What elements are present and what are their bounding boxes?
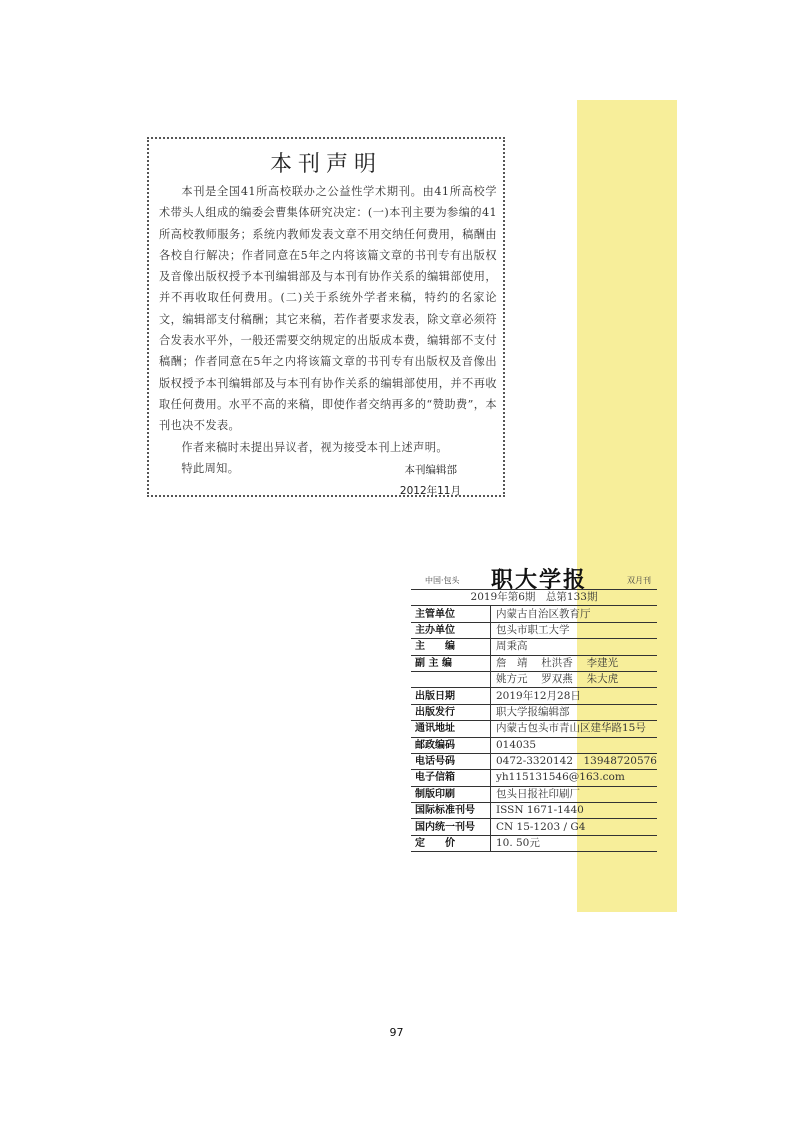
table-row [411, 737, 657, 753]
table-row [411, 770, 657, 786]
table-row [411, 622, 657, 638]
row-label: 主管单位 [411, 606, 490, 622]
issue-row [411, 590, 657, 606]
row-label: 出版发行 [411, 704, 490, 720]
row-value: CN 15-1203 / G4 [490, 819, 657, 835]
table-row [411, 704, 657, 720]
table-row [411, 753, 657, 769]
row-value: 内蒙古包头市青山区建华路15号 [490, 721, 657, 737]
row-value: ISSN 1671-1440 [490, 803, 657, 819]
row-label: 国内统一刊号 [411, 819, 490, 835]
row-value: 014035 [490, 737, 657, 753]
row-label [411, 671, 490, 687]
notice-body [159, 181, 497, 479]
table-row [411, 803, 657, 819]
table-row [411, 721, 657, 737]
table-row [411, 606, 657, 622]
row-value: yh115131546@163.com [490, 770, 657, 786]
row-label: 副 主 编 [411, 655, 490, 671]
publication-frequency: 双月刊 [627, 576, 651, 585]
row-value: 2019年12月28日 [490, 688, 657, 704]
row-value: 姚方元 罗双燕 朱大虎 [490, 671, 657, 687]
notice-signature: 本刊编辑部 [404, 464, 457, 476]
notice-title: 本刊声明 [269, 152, 382, 177]
notice-box [147, 137, 505, 497]
row-label: 制版印刷 [411, 786, 490, 802]
row-label: 主办单位 [411, 622, 490, 638]
journal-title: 职大学报 [491, 568, 588, 593]
table-row [411, 688, 657, 704]
row-label: 定 价 [411, 835, 490, 851]
notice-paragraph: 作者来稿时未提出异议者，视为接受本刊上述声明。 [181, 440, 448, 454]
table-row [411, 671, 657, 687]
notice-paragraph: 本刊是全国41所高校联办之公益性学术期刊。由41所高校学术带头人组成的编委会曹集体研究决定：(一)本刊主要为参编的41所高校教师服务；系统内教师发表文章不用交纳任何费用，稿酬由各校自行解决；作者同意在5年之内将该篇文章的书刊专有出版权及音像出版权授予本刊编辑部及与本刊有协作关系的编辑部使用，并不再收取任何费用。(二)关于系统外学者来稿，特约的名家论文，编辑部支付稿酬；其它来稿，若作者要求发表，除文章必须符合发表水平外，一般还需要交纳规定的出版成本费，编辑部不支付稿酬；作者同意在5年之内将该篇文章的书刊专有出版权及音像出版权授予本刊编辑部及与本刊有协作关系的编辑部使用，并不再收取任何费用。水平不高的来稿，即使作者交纳再多的“赞助费”，本刊也决不发表。 [159, 185, 497, 433]
publication-info-table [411, 589, 657, 852]
row-label: 出版日期 [411, 688, 490, 704]
table-row [411, 655, 657, 671]
row-value: 周秉高 [490, 639, 657, 655]
row-value: 包头市职工大学 [490, 622, 657, 638]
row-label: 邮政编码 [411, 737, 490, 753]
row-label: 通讯地址 [411, 721, 490, 737]
notice-date: 2012年11月 [399, 485, 461, 497]
masthead-prefix: 中国·包头 [425, 576, 460, 585]
row-value: 詹 靖 杜洪香 李建光 [490, 655, 657, 671]
row-value: 职大学报编辑部 [490, 704, 657, 720]
row-value: 10. 50元 [490, 835, 657, 851]
row-value: 内蒙古自治区教育厅 [490, 606, 657, 622]
table-row [411, 639, 657, 655]
row-value: 0472-3320142 13948720576 [490, 753, 657, 769]
page-number: 97 [389, 1026, 404, 1039]
row-label: 电话号码 [411, 753, 490, 769]
row-label: 主 编 [411, 639, 490, 655]
journal-masthead [411, 563, 657, 593]
row-label: 国际标准刊号 [411, 803, 490, 819]
table-row [411, 835, 657, 851]
table-row [411, 819, 657, 835]
issue-number: 2019年第6期 总第133期 [411, 590, 657, 606]
row-value: 包头日报社印刷厂 [490, 786, 657, 802]
row-label: 电子信箱 [411, 770, 490, 786]
notice-paragraph: 特此周知。 [181, 461, 240, 475]
table-row [411, 786, 657, 802]
